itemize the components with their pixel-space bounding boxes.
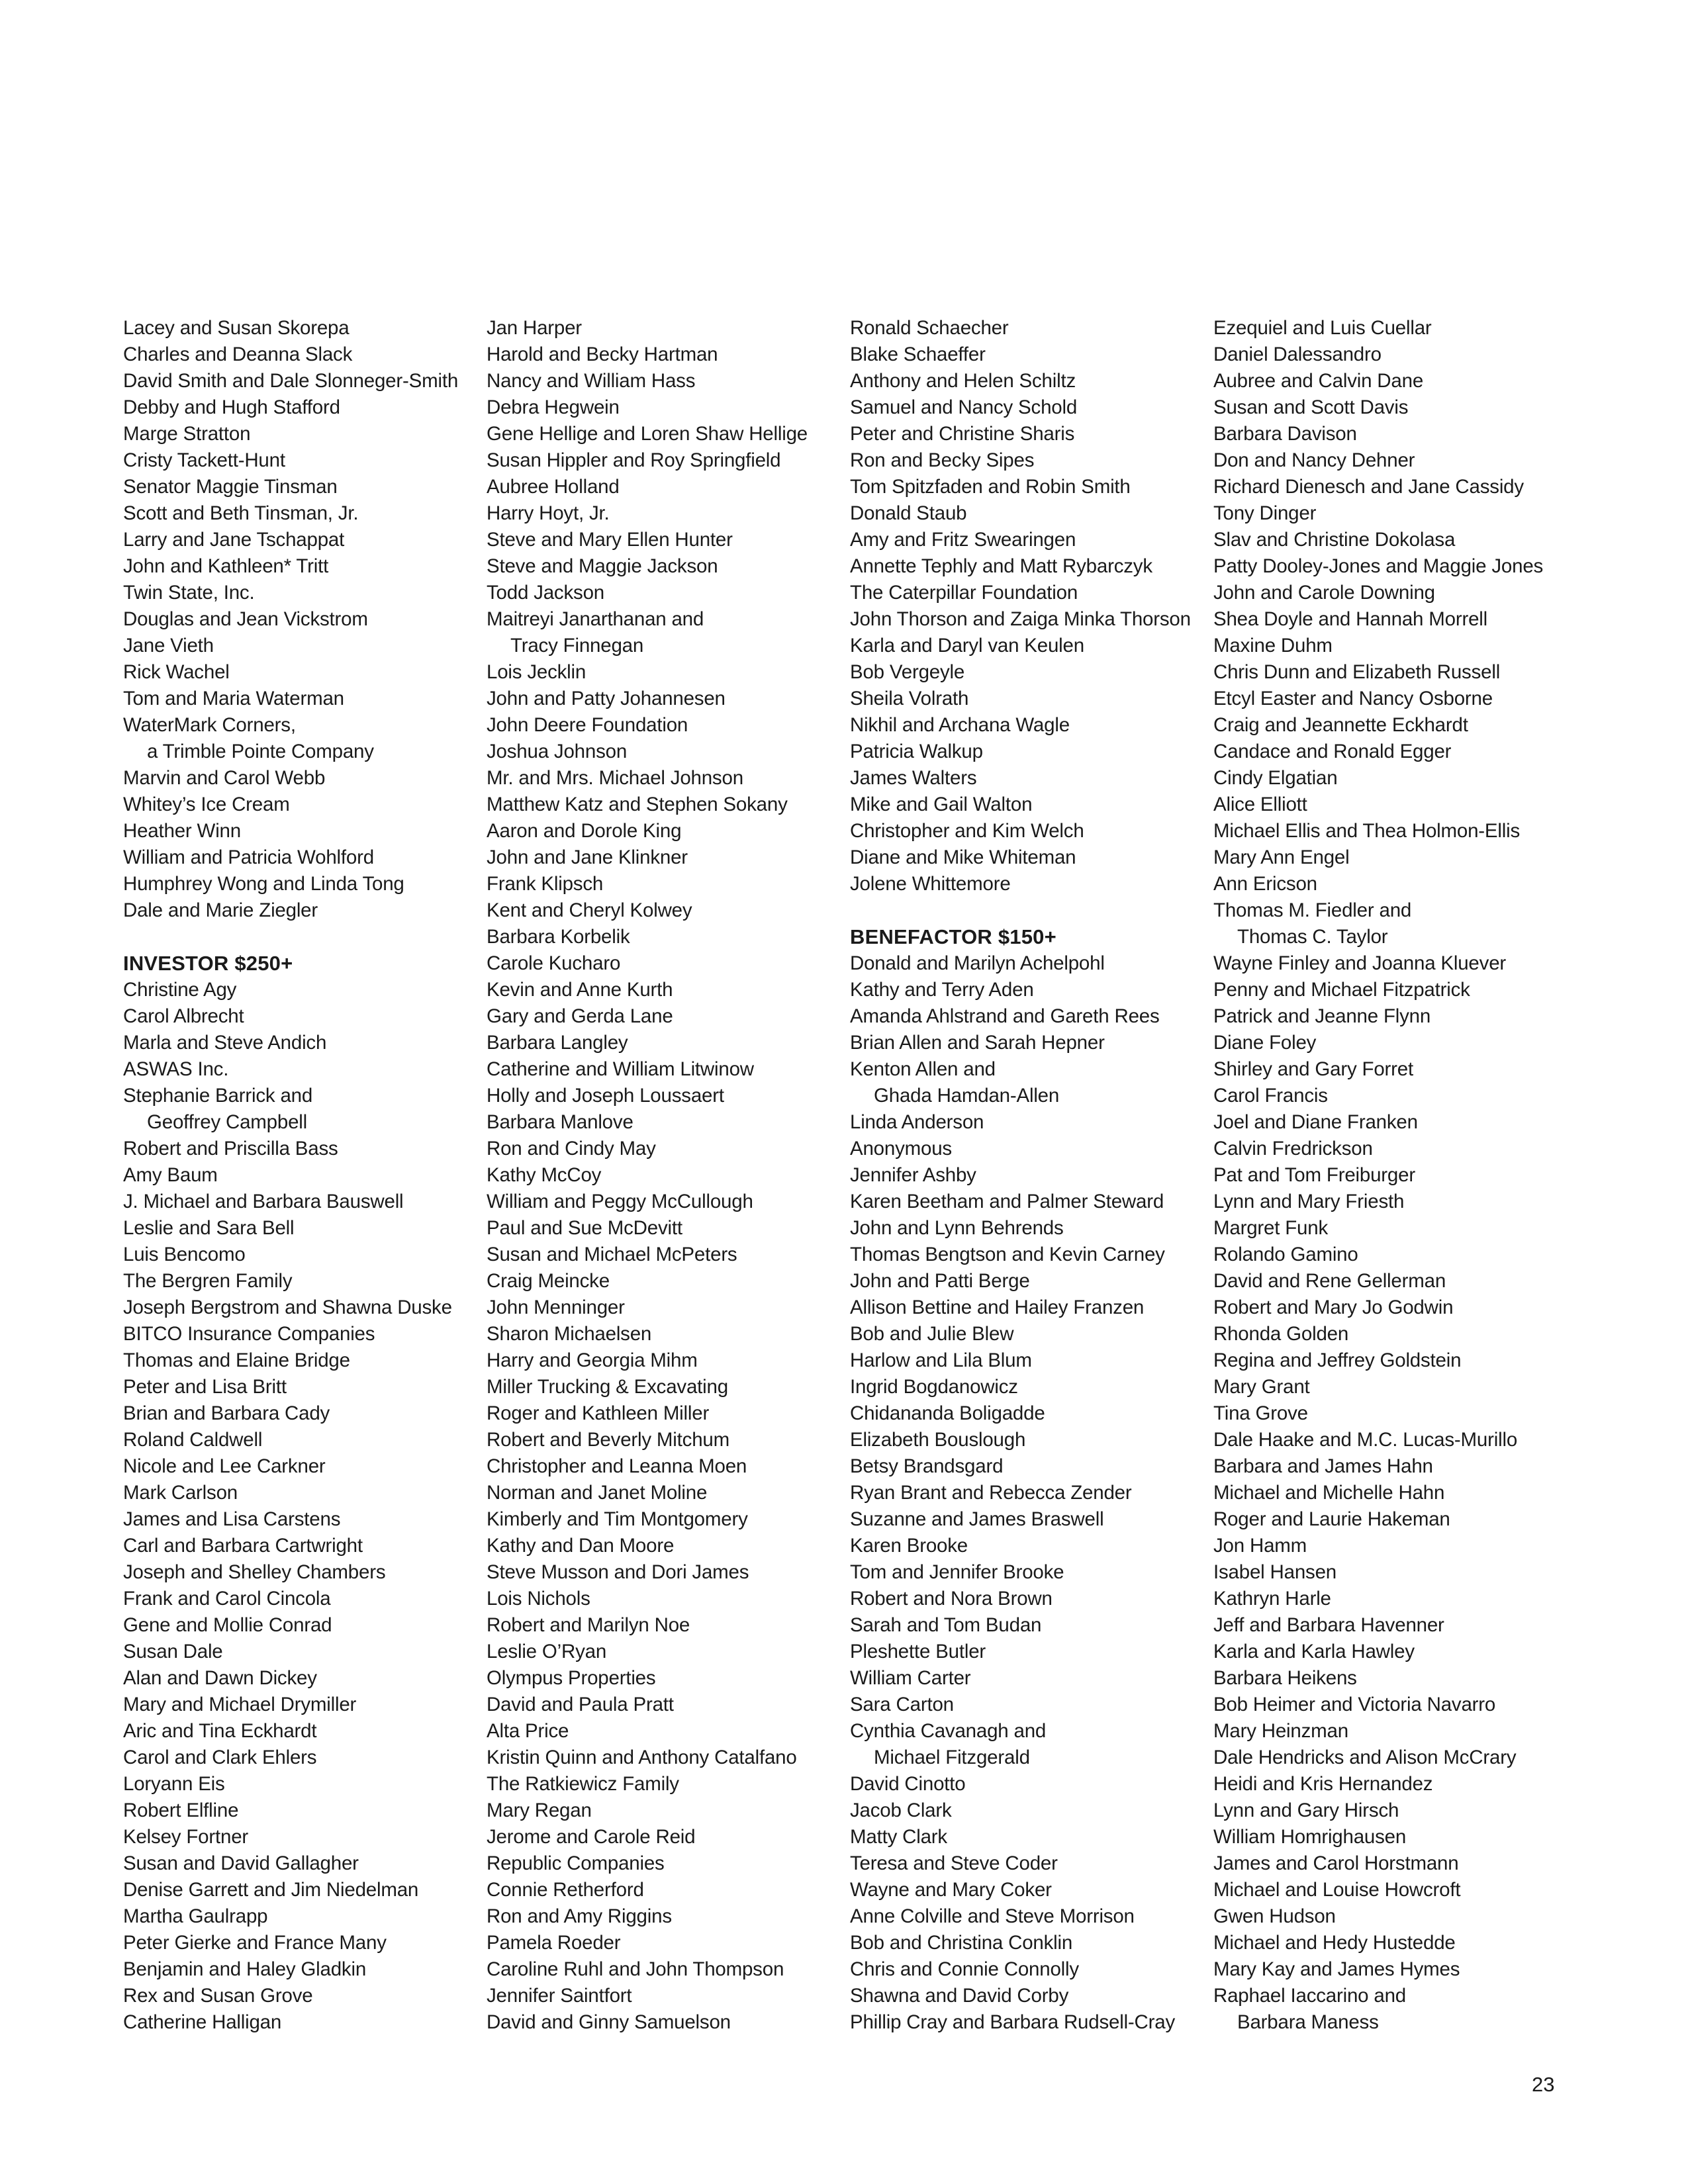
donor-name: Marvin and Carol Webb [123, 767, 326, 789]
donor-name: Christopher and Kim Welch [850, 820, 1084, 842]
donor-name: Jennifer Ashby [850, 1164, 976, 1186]
donor-name: Karla and Daryl van Keulen [850, 635, 1084, 657]
donor-name: Christine Agy [123, 979, 237, 1001]
donor-name: Twin State, Inc. [123, 582, 255, 604]
donor-name: Harry and Georgia Mihm [487, 1349, 698, 1371]
donor-name: Aubree Holland [487, 476, 620, 498]
donor-name: Ron and Amy Riggins [487, 1905, 672, 1927]
donor-name: Heidi and Kris Hernandez [1213, 1773, 1433, 1795]
donor-name: Ron and Cindy May [487, 1138, 656, 1160]
donor-name: Kenton Allen and [850, 1058, 996, 1080]
donor-name: John and Jane Klinkner [487, 846, 688, 868]
donor-name-continued: Thomas C. Taylor [1237, 926, 1388, 948]
donor-name: Harry Hoyt, Jr. [487, 502, 610, 524]
donor-name: Teresa and Steve Coder [850, 1852, 1058, 1874]
donor-name: Alan and Dawn Dickey [123, 1667, 317, 1689]
donor-name-continued: Geoffrey Campbell [147, 1111, 308, 1133]
donor-name: Republic Companies [487, 1852, 665, 1874]
donor-name: Martha Gaulrapp [123, 1905, 268, 1927]
donor-name: Frank and Carol Cincola [123, 1588, 331, 1610]
donor-name: BITCO Insurance Companies [123, 1323, 375, 1345]
donor-name: Roger and Kathleen Miller [487, 1402, 710, 1424]
donor-name: Carol Albrecht [123, 1005, 244, 1027]
donor-name: William Carter [850, 1667, 971, 1689]
donor-name: Senator Maggie Tinsman [123, 476, 338, 498]
donor-name: Kent and Cheryl Kolwey [487, 899, 692, 921]
donor-name: David Cinotto [850, 1773, 966, 1795]
donor-name: Chris Dunn and Elizabeth Russell [1213, 661, 1501, 683]
donor-name: Nicole and Lee Carkner [123, 1455, 326, 1477]
donor-name: Steve and Mary Ellen Hunter [487, 529, 733, 551]
donor-name: Alta Price [487, 1720, 569, 1742]
donor-name: Anthony and Helen Schiltz [850, 370, 1076, 392]
donor-name: Joshua Johnson [487, 741, 628, 762]
donor-name: Barbara Korbelik [487, 926, 630, 948]
donor-name: John Thorson and Zaiga Minka Thorson [850, 608, 1191, 630]
donor-name: Barbara Davison [1213, 423, 1357, 445]
donor-name: Cynthia Cavanagh and [850, 1720, 1047, 1742]
donor-name: Tom and Jennifer Brooke [850, 1561, 1064, 1583]
donor-name: Joseph Bergstrom and Shawna Duske [123, 1297, 452, 1318]
donor-name: Daniel Dalessandro [1213, 343, 1382, 365]
donor-name: Catherine Halligan [123, 2011, 282, 2033]
donor-name: Diane and Mike Whiteman [850, 846, 1076, 868]
donor-name: Thomas Bengtson and Kevin Carney [850, 1244, 1165, 1265]
donor-name: Aubree and Calvin Dane [1213, 370, 1424, 392]
donor-name: David and Paula Pratt [487, 1694, 674, 1715]
donor-name: Barbara Heikens [1213, 1667, 1357, 1689]
donor-name: Kathryn Harle [1213, 1588, 1331, 1610]
donor-name: Patty Dooley-Jones and Maggie Jones [1213, 555, 1544, 577]
donor-name-continued: Barbara Maness [1237, 2011, 1379, 2033]
donor-name: John Deere Foundation [487, 714, 688, 736]
donor-name: Sheila Volrath [850, 688, 969, 709]
donor-name: Donald and Marilyn Achelpohl [850, 952, 1105, 974]
donor-name: Pat and Tom Freiburger [1213, 1164, 1415, 1186]
donor-name: James and Lisa Carstens [123, 1508, 341, 1530]
donor-name: John Menninger [487, 1297, 625, 1318]
donor-name: Elizabeth Bouslough [850, 1429, 1026, 1451]
donor-name: Rhonda Golden [1213, 1323, 1349, 1345]
donor-name: Lynn and Gary Hirsch [1213, 1799, 1399, 1821]
donor-name: Barbara Langley [487, 1032, 628, 1054]
donor-name: Diane Foley [1213, 1032, 1317, 1054]
donor-name: Craig Meincke [487, 1270, 610, 1292]
donor-name: Suzanne and James Braswell [850, 1508, 1104, 1530]
donor-name: Heather Winn [123, 820, 241, 842]
donor-name: Marla and Steve Andich [123, 1032, 327, 1054]
donor-name: Jeff and Barbara Havenner [1213, 1614, 1444, 1636]
donor-name: Richard Dienesch and Jane Cassidy [1213, 476, 1524, 498]
donor-name: Peter and Christine Sharis [850, 423, 1075, 445]
donor-name: David Smith and Dale Slonneger-Smith [123, 370, 459, 392]
donor-name: Ryan Brant and Rebecca Zender [850, 1482, 1132, 1504]
donor-column-3 [850, 315, 1207, 2036]
donor-name: Bob and Christina Conklin [850, 1932, 1073, 1954]
donor-name: Debby and Hugh Stafford [123, 396, 340, 418]
donor-name: Humphrey Wong and Linda Tong [123, 873, 404, 895]
donor-name: WaterMark Corners, [123, 714, 296, 736]
donor-name: John and Carole Downing [1213, 582, 1435, 604]
donor-name: Matthew Katz and Stephen Sokany [487, 794, 788, 815]
donor-name: Kimberly and Tim Montgomery [487, 1508, 748, 1530]
donor-name: Raphael Iaccarino and [1213, 1985, 1407, 2007]
donor-name: Robert and Nora Brown [850, 1588, 1053, 1610]
donor-name: Slav and Christine Dokolasa [1213, 529, 1456, 551]
donor-name: Amy Baum [123, 1164, 218, 1186]
donor-name: Denise Garrett and Jim Niedelman [123, 1879, 419, 1901]
page-number: 23 [1532, 2073, 1555, 2096]
donor-name: Christopher and Leanna Moen [487, 1455, 747, 1477]
donor-name: Barbara and James Hahn [1213, 1455, 1433, 1477]
donor-name: Pamela Roeder [487, 1932, 621, 1954]
donor-name: Brian Allen and Sarah Hepner [850, 1032, 1105, 1054]
donor-name: Holly and Joseph Loussaert [487, 1085, 724, 1107]
donor-name: Shirley and Gary Forret [1213, 1058, 1413, 1080]
donor-name: Kelsey Fortner [123, 1826, 249, 1848]
donor-column-1 [123, 315, 481, 2036]
donor-name: Jane Vieth [123, 635, 214, 657]
donor-name: Aaron and Dorole King [487, 820, 682, 842]
donor-name: Norman and Janet Moline [487, 1482, 708, 1504]
donor-name: Dale Haake and M.C. Lucas-Murillo [1213, 1429, 1518, 1451]
donor-name: Karla and Karla Hawley [1213, 1641, 1415, 1662]
donor-name: Jan Harper [487, 317, 582, 339]
donor-name: The Bergren Family [123, 1270, 293, 1292]
donor-name: J. Michael and Barbara Bauswell [123, 1191, 404, 1212]
donor-name: Isabel Hansen [1213, 1561, 1336, 1583]
donor-name: Joel and Diane Franken [1213, 1111, 1418, 1133]
donor-name: Harlow and Lila Blum [850, 1349, 1032, 1371]
donor-name: Robert and Marilyn Noe [487, 1614, 690, 1636]
donor-name: John and Patty Johannesen [487, 688, 726, 709]
donor-name: Ingrid Bogdanowicz [850, 1376, 1018, 1398]
donor-name: Regina and Jeffrey Goldstein [1213, 1349, 1462, 1371]
donor-name: Maitreyi Janarthanan and [487, 608, 704, 630]
donor-name: Frank Klipsch [487, 873, 604, 895]
donor-name: Margret Funk [1213, 1217, 1329, 1239]
donor-name: Thomas and Elaine Bridge [123, 1349, 350, 1371]
donor-name: Jon Hamm [1213, 1535, 1307, 1557]
donor-name: Tom Spitzfaden and Robin Smith [850, 476, 1131, 498]
donor-name: Charles and Deanna Slack [123, 343, 353, 365]
donor-name: Dale Hendricks and Alison McCrary [1213, 1747, 1517, 1768]
donor-name: Sharon Michaelsen [487, 1323, 652, 1345]
donor-name: Ronald Schaecher [850, 317, 1009, 339]
donor-name: Ann Ericson [1213, 873, 1317, 895]
donor-name: Michael and Hedy Hustedde [1213, 1932, 1456, 1954]
donor-name: Barbara Manlove [487, 1111, 633, 1133]
donor-name: David and Ginny Samuelson [487, 2011, 731, 2033]
donor-name: ASWAS Inc. [123, 1058, 229, 1080]
donor-name: Anne Colville and Steve Morrison [850, 1905, 1135, 1927]
donor-name: Michael and Michelle Hahn [1213, 1482, 1445, 1504]
donor-name: Lynn and Mary Friesth [1213, 1191, 1405, 1212]
donor-name: Candace and Ronald Egger [1213, 741, 1452, 762]
donor-name: Blake Schaeffer [850, 343, 986, 365]
donor-name: Tina Grove [1213, 1402, 1308, 1424]
donor-name-continued: Ghada Hamdan-Allen [874, 1085, 1060, 1107]
donor-name: Joseph and Shelley Chambers [123, 1561, 386, 1583]
donor-name: Caroline Ruhl and John Thompson [487, 1958, 784, 1980]
donor-name: Carol Francis [1213, 1085, 1328, 1107]
donor-name: Susan and Michael McPeters [487, 1244, 737, 1265]
donor-name: Susan and David Gallagher [123, 1852, 359, 1874]
donor-name: Mike and Gail Walton [850, 794, 1033, 815]
donor-name: Roger and Laurie Hakeman [1213, 1508, 1450, 1530]
donor-name: Connie Retherford [487, 1879, 644, 1901]
donor-name: Sara Carton [850, 1694, 954, 1715]
donor-name: Cindy Elgatian [1213, 767, 1338, 789]
donor-name: Jolene Whittemore [850, 873, 1011, 895]
donor-column-2 [487, 315, 844, 2036]
donor-name: Rick Wachel [123, 661, 230, 683]
donor-name: Carl and Barbara Cartwright [123, 1535, 363, 1557]
donor-name: The Caterpillar Foundation [850, 582, 1078, 604]
donor-name: Rolando Gamino [1213, 1244, 1358, 1265]
donor-name: Douglas and Jean Vickstrom [123, 608, 368, 630]
donor-name: John and Patti Berge [850, 1270, 1030, 1292]
donor-name: Paul and Sue McDevitt [487, 1217, 682, 1239]
donor-name: Michael Ellis and Thea Holmon-Ellis [1213, 820, 1521, 842]
donor-name: Chidananda Boligadde [850, 1402, 1045, 1424]
donor-name: Scott and Beth Tinsman, Jr. [123, 502, 359, 524]
donor-name: John and Lynn Behrends [850, 1217, 1064, 1239]
donor-name: Jacob Clark [850, 1799, 952, 1821]
donor-name: Steve and Maggie Jackson [487, 555, 718, 577]
donor-name: Roland Caldwell [123, 1429, 263, 1451]
donor-name: Jennifer Saintfort [487, 1985, 632, 2007]
donor-name: Thomas M. Fiedler and [1213, 899, 1412, 921]
donor-name: Patrick and Jeanne Flynn [1213, 1005, 1431, 1027]
donor-name: Aric and Tina Eckhardt [123, 1720, 317, 1742]
donor-name: Karen Brooke [850, 1535, 968, 1557]
section-heading: BENEFACTOR $150+ [850, 925, 1056, 948]
donor-name: Amanda Ahlstrand and Gareth Rees [850, 1005, 1160, 1027]
donor-name: Amy and Fritz Swearingen [850, 529, 1076, 551]
donor-name: Pleshette Butler [850, 1641, 986, 1662]
donor-name: Mary Heinzman [1213, 1720, 1348, 1742]
donor-name: Stephanie Barrick and [123, 1085, 313, 1107]
donor-name: Betsy Brandsgard [850, 1455, 1004, 1477]
donor-name: Michael and Louise Howcroft [1213, 1879, 1461, 1901]
donor-name-continued: a Trimble Pointe Company [147, 741, 374, 762]
donor-name: Harold and Becky Hartman [487, 343, 718, 365]
donor-name: Gwen Hudson [1213, 1905, 1336, 1927]
donor-name: Gene and Mollie Conrad [123, 1614, 332, 1636]
donor-name: Samuel and Nancy Schold [850, 396, 1078, 418]
donor-name: Allison Bettine and Hailey Franzen [850, 1297, 1145, 1318]
donor-name: Larry and Jane Tschappat [123, 529, 345, 551]
donor-name: Carol and Clark Ehlers [123, 1747, 317, 1768]
donor-name: Peter and Lisa Britt [123, 1376, 287, 1398]
donor-name: Matty Clark [850, 1826, 947, 1848]
donor-name: James and Carol Horstmann [1213, 1852, 1459, 1874]
donor-name: Robert and Priscilla Bass [123, 1138, 338, 1160]
donor-name: Benjamin and Haley Gladkin [123, 1958, 367, 1980]
donor-name: Karen Beetham and Palmer Steward [850, 1191, 1164, 1212]
donor-name: Maxine Duhm [1213, 635, 1333, 657]
donor-name: William and Peggy McCullough [487, 1191, 753, 1212]
donor-name: Brian and Barbara Cady [123, 1402, 330, 1424]
donor-name: Kathy and Dan Moore [487, 1535, 675, 1557]
donor-name: Peter Gierke and France Many [123, 1932, 387, 1954]
donor-name: Bob Heimer and Victoria Navarro [1213, 1694, 1496, 1715]
section-spacer [850, 897, 1207, 924]
donor-name: Etcyl Easter and Nancy Osborne [1213, 688, 1493, 709]
donor-name-continued: Michael Fitzgerald [874, 1747, 1030, 1768]
donor-name: Miller Trucking & Excavating [487, 1376, 728, 1398]
donor-name: Catherine and William Litwinow [487, 1058, 754, 1080]
donor-name: Todd Jackson [487, 582, 604, 604]
donor-name: Mary and Michael Drymiller [123, 1694, 357, 1715]
donor-name: Susan Dale [123, 1641, 223, 1662]
donor-name: Robert and Beverly Mitchum [487, 1429, 729, 1451]
donor-name: Kathy McCoy [487, 1164, 602, 1186]
donor-name: Phillip Cray and Barbara Rudsell-Cray [850, 2011, 1176, 2033]
donor-name: William Homrighausen [1213, 1826, 1407, 1848]
donor-name: Luis Bencomo [123, 1244, 246, 1265]
donor-name: Robert and Mary Jo Godwin [1213, 1297, 1454, 1318]
donor-name: Tony Dinger [1213, 502, 1317, 524]
donor-name: Alice Elliott [1213, 794, 1307, 815]
donor-name: John and Kathleen* Tritt [123, 555, 329, 577]
donor-name: Leslie O’Ryan [487, 1641, 607, 1662]
donor-name: Marge Stratton [123, 423, 251, 445]
donor-name: Craig and Jeannette Eckhardt [1213, 714, 1468, 736]
donor-column-4 [1213, 315, 1571, 2036]
donor-name: Ezequiel and Luis Cuellar [1213, 317, 1432, 339]
donor-name: The Ratkiewicz Family [487, 1773, 679, 1795]
donor-name: Kathy and Terry Aden [850, 979, 1034, 1001]
donor-name: Mr. and Mrs. Michael Johnson [487, 767, 743, 789]
donor-name: Robert Elfline [123, 1799, 239, 1821]
donor-name: Annette Tephly and Matt Rybarczyk [850, 555, 1152, 577]
donor-name: Susan Hippler and Roy Springfield [487, 449, 781, 471]
donor-name: Lois Jecklin [487, 661, 586, 683]
donor-name: Wayne and Mary Coker [850, 1879, 1052, 1901]
donor-name: Wayne Finley and Joanna Kluever [1213, 952, 1507, 974]
donor-name: Sarah and Tom Budan [850, 1614, 1042, 1636]
donor-name: Anonymous [850, 1138, 952, 1160]
donor-name: Olympus Properties [487, 1667, 656, 1689]
donor-name: Calvin Fredrickson [1213, 1138, 1373, 1160]
donor-name: Steve Musson and Dori James [487, 1561, 749, 1583]
donor-name: Shea Doyle and Hannah Morrell [1213, 608, 1487, 630]
donor-name: Bob Vergeyle [850, 661, 965, 683]
section-spacer [123, 924, 481, 950]
donor-name: Mary Regan [487, 1799, 592, 1821]
donor-name: Nancy and William Hass [487, 370, 696, 392]
donor-name: Jerome and Carole Reid [487, 1826, 696, 1848]
donor-name: Mary Kay and James Hymes [1213, 1958, 1460, 1980]
donor-name: Penny and Michael Fitzpatrick [1213, 979, 1470, 1001]
donor-name: Patricia Walkup [850, 741, 983, 762]
donor-name: Rex and Susan Grove [123, 1985, 313, 2007]
donor-name: Mary Ann Engel [1213, 846, 1350, 868]
donor-name: Mary Grant [1213, 1376, 1310, 1398]
donor-name: Ron and Becky Sipes [850, 449, 1035, 471]
donor-name: Shawna and David Corby [850, 1985, 1069, 2007]
donor-name: Kevin and Anne Kurth [487, 979, 673, 1001]
section-heading: INVESTOR $250+ [123, 952, 293, 975]
donor-name: Chris and Connie Connolly [850, 1958, 1079, 1980]
donor-name: Leslie and Sara Bell [123, 1217, 295, 1239]
donor-name: Dale and Marie Ziegler [123, 899, 318, 921]
donor-name: Cristy Tackett-Hunt [123, 449, 285, 471]
donor-name: Gary and Gerda Lane [487, 1005, 673, 1027]
donor-name: Tom and Maria Waterman [123, 688, 344, 709]
donor-name: David and Rene Gellerman [1213, 1270, 1446, 1292]
donor-name: Gene Hellige and Loren Shaw Hellige [487, 423, 808, 445]
donor-name: Linda Anderson [850, 1111, 984, 1133]
donor-name: Nikhil and Archana Wagle [850, 714, 1070, 736]
donor-name: Donald Staub [850, 502, 967, 524]
donor-name: Susan and Scott Davis [1213, 396, 1409, 418]
donor-name: William and Patricia Wohlford [123, 846, 374, 868]
donor-name: Lois Nichols [487, 1588, 590, 1610]
donor-name: Don and Nancy Dehner [1213, 449, 1415, 471]
donor-name: James Walters [850, 767, 977, 789]
donor-name: Kristin Quinn and Anthony Catalfano [487, 1747, 797, 1768]
donor-name: Mark Carlson [123, 1482, 238, 1504]
donor-name: Lacey and Susan Skorepa [123, 317, 350, 339]
donor-name: Loryann Eis [123, 1773, 225, 1795]
donor-name: Whitey’s Ice Cream [123, 794, 290, 815]
donor-name: Carole Kucharo [487, 952, 621, 974]
donor-name-continued: Tracy Finnegan [510, 635, 644, 657]
donor-name: Bob and Julie Blew [850, 1323, 1014, 1345]
donor-name: Debra Hegwein [487, 396, 620, 418]
